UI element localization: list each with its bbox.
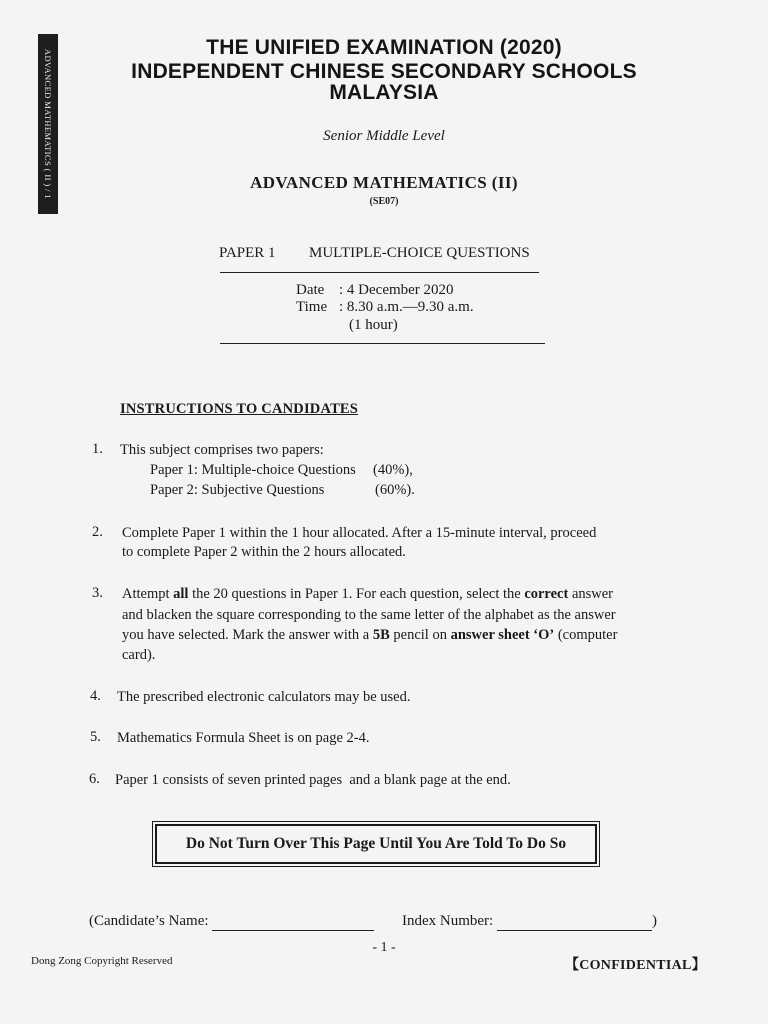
- item-5-number: 5.: [90, 729, 101, 745]
- item-3-line-1: Attempt all the 20 questions in Paper 1. For each question, select the correct answer: [122, 586, 614, 602]
- item-2-line-2: to complete Paper 2 within the 2 hours allocated.: [122, 544, 406, 560]
- item-1-sub-1-value: (40%),: [373, 462, 413, 478]
- time-label: Time: [296, 299, 328, 315]
- item-3-line-4: card).: [122, 647, 156, 663]
- time-value: : 8.30 a.m.—9.30 a.m.: [339, 299, 474, 315]
- paper-type: MULTIPLE-CHOICE QUESTIONS: [309, 245, 530, 261]
- item-1-sub-2-value: (60%).: [375, 482, 415, 498]
- item-1-sub-2-label: Paper 2: Subjective Questions: [150, 482, 325, 498]
- item-2-number: 2.: [92, 524, 103, 540]
- divider-bottom: [220, 343, 545, 344]
- item-3-number: 3.: [92, 585, 103, 601]
- subject-code: (SE07): [369, 196, 399, 207]
- index-close-paren: ): [651, 913, 657, 929]
- item-1-text: This subject comprises two papers:: [120, 442, 324, 458]
- duration-value: (1 hour): [349, 317, 398, 333]
- item-6-number: 6.: [89, 771, 100, 787]
- item-3-line-3: you have selected. Mark the answer with a 5B pencil on answer sheet ‘O’ (computer: [122, 627, 618, 643]
- header-line-2: INDEPENDENT CHINESE SECONDARY SCHOOLS: [131, 60, 637, 83]
- item-3-line-2: and blacken the square corresponding to the same letter of the alphabet as the answer: [122, 607, 616, 623]
- warning-box: [155, 824, 597, 864]
- candidate-name-label: (Candidate’s Name:: [89, 913, 209, 929]
- copyright-notice: Dong Zong Copyright Reserved: [31, 955, 173, 967]
- item-6-text: Paper 1 consists of seven printed pages and a blank page at the end.: [115, 772, 511, 788]
- divider-top: [220, 272, 539, 273]
- item-1-number: 1.: [92, 441, 103, 457]
- date-value: : 4 December 2020: [339, 282, 454, 298]
- subject-title: ADVANCED MATHEMATICS (II): [250, 173, 518, 192]
- level-label: Senior Middle Level: [323, 128, 445, 144]
- item-4-number: 4.: [90, 688, 101, 704]
- paper-label: PAPER 1: [219, 245, 276, 261]
- index-number-label: Index Number:: [402, 913, 494, 929]
- instructions-heading: INSTRUCTIONS TO CANDIDATES: [120, 401, 359, 417]
- item-1-sub-1-label: Paper 1: Multiple-choice Questions: [150, 462, 356, 478]
- item-4-text: The prescribed electronic calculators may be used.: [117, 689, 411, 705]
- confidential-label: 【CONFIDENTIAL】: [564, 958, 706, 973]
- header-line-3: MALAYSIA: [329, 81, 439, 104]
- item-5-text: Mathematics Formula Sheet is on page 2-4.: [117, 730, 370, 746]
- warning-text: Do Not Turn Over This Page Until You Are Told To Do So: [185, 835, 567, 852]
- spine-text: ADVANCED MATHEMATICS ( II ) / 1: [43, 48, 53, 200]
- header-line-1: THE UNIFIED EXAMINATION (2020): [206, 36, 562, 59]
- index-number-blank: [497, 913, 652, 931]
- item-2-line-1: Complete Paper 1 within the 1 hour allocated. After a 15-minute interval, proceed: [122, 525, 597, 541]
- date-label: Date: [296, 282, 325, 298]
- candidate-name-blank: [212, 913, 374, 931]
- page-number: - 1 -: [372, 940, 396, 955]
- candidate-name-field: [89, 913, 374, 931]
- index-number-field: [402, 913, 657, 931]
